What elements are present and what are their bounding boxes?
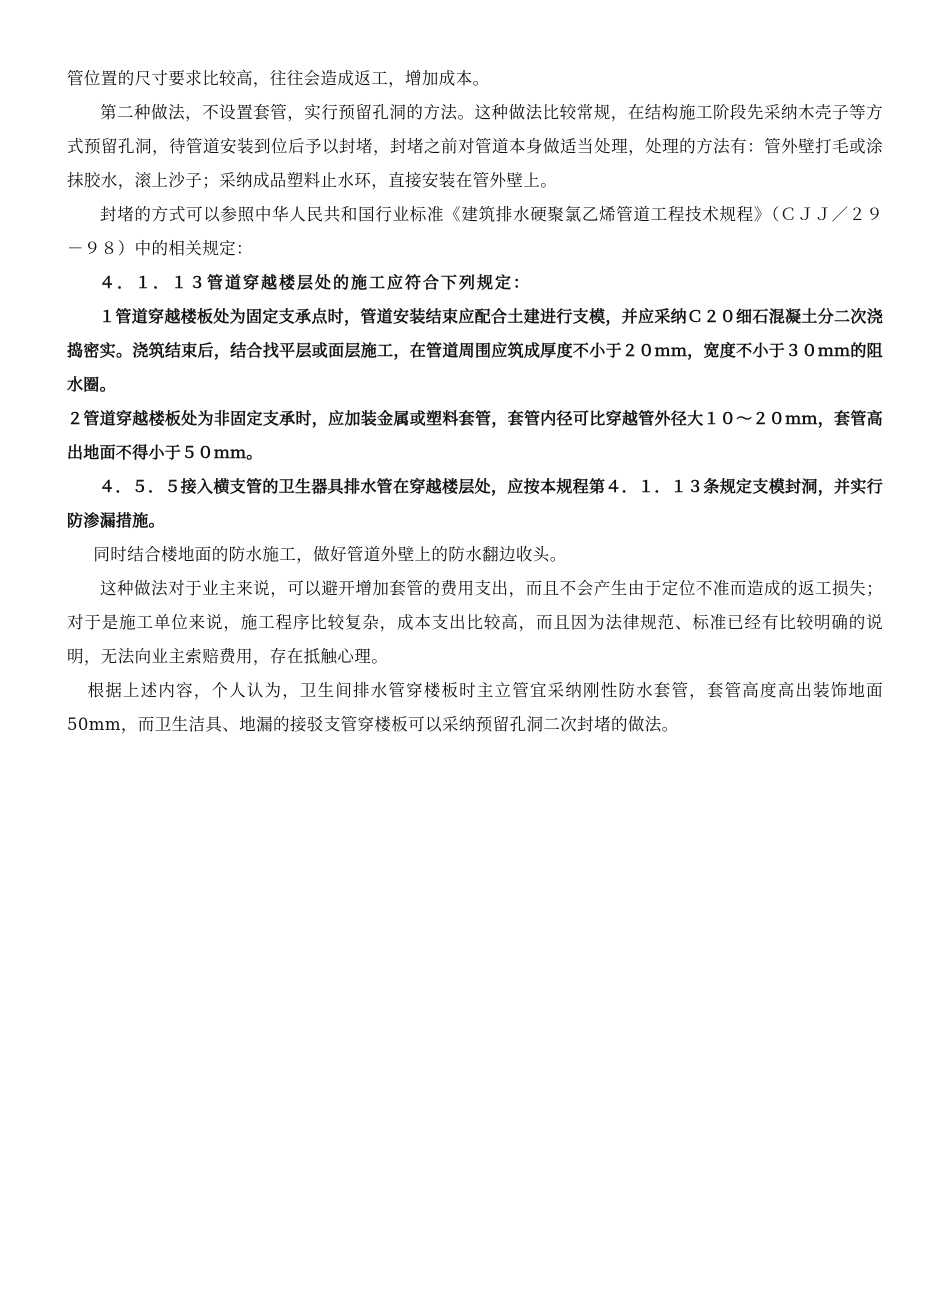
clause-item-1: １管道穿越楼板处为固定支承点时，管道安装结束应配合土建进行支模，并应采纳Ｃ２０细石混凝土分二次浇捣密实。浇筑结束后，结合找平层或面层施工，在管道周围应筑成厚度不小于２０ｍｍ，宽度不小于３０ｍｍ的阻水圈。	[67, 307, 883, 394]
paragraph-conclusion: 根据上述内容，个人认为，卫生间排水管穿楼板时主立管宜采纳刚性防水套管，套管高度高出装饰地面50mm，而卫生洁具、地漏的接驳支管穿楼板可以采纳预留孔洞二次封堵的做法。	[67, 681, 883, 734]
clause-4-5-5: ４．５．５接入横支管的卫生器具排水管在穿越楼层处，应按本规程第４．１．１３条规定支模封洞，并实行防渗漏措施。	[67, 477, 883, 530]
clause-4-1-13-heading: ４．１．１３管道穿越楼层处的施工应符合下列规定：	[99, 273, 532, 292]
clause-item-2: ２管道穿越楼板处为非固定支承时，应加装金属或塑料套管，套管内径可比穿越管外径大１０～２０ｍｍ，套管高出地面不得小于５０ｍｍ。	[67, 409, 883, 462]
paragraph-owner-contractor: 这种做法对于业主来说，可以避开增加套管的费用支出，而且不会产生由于定位不准而造成的返工损失；对于是施工单位来说，施工程序比较复杂，成本支出比较高，而且因为法律规范、标准已经有比较明确的说明，无法向业主索赔费用，存在抵触心理。	[67, 579, 883, 666]
document-page	[67, 62, 883, 742]
paragraph-sealing-reference: 封堵的方式可以参照中华人民共和国行业标准《建筑排水硬聚氯乙烯管道工程技术规程》（ＣＪＪ／２９－９８）中的相关规定：	[67, 205, 883, 258]
paragraph-continuation: 管位置的尺寸要求比较高，往往会造成返工，增加成本。	[67, 69, 490, 88]
paragraph-second-method: 第二种做法，不设置套管，实行预留孔洞的方法。这种做法比较常规，在结构施工阶段先采纳木壳子等方式预留孔洞，待管道安装到位后予以封堵，封堵之前对管道本身做适当处理，处理的方法有：管外壁打毛或涂抹胶水，滚上沙子；采纳成品塑料止水环，直接安装在管外壁上。	[67, 103, 883, 190]
paragraph-waterproof: 同时结合楼地面的防水施工，做好管道外壁上的防水翻边收头。	[93, 545, 567, 564]
